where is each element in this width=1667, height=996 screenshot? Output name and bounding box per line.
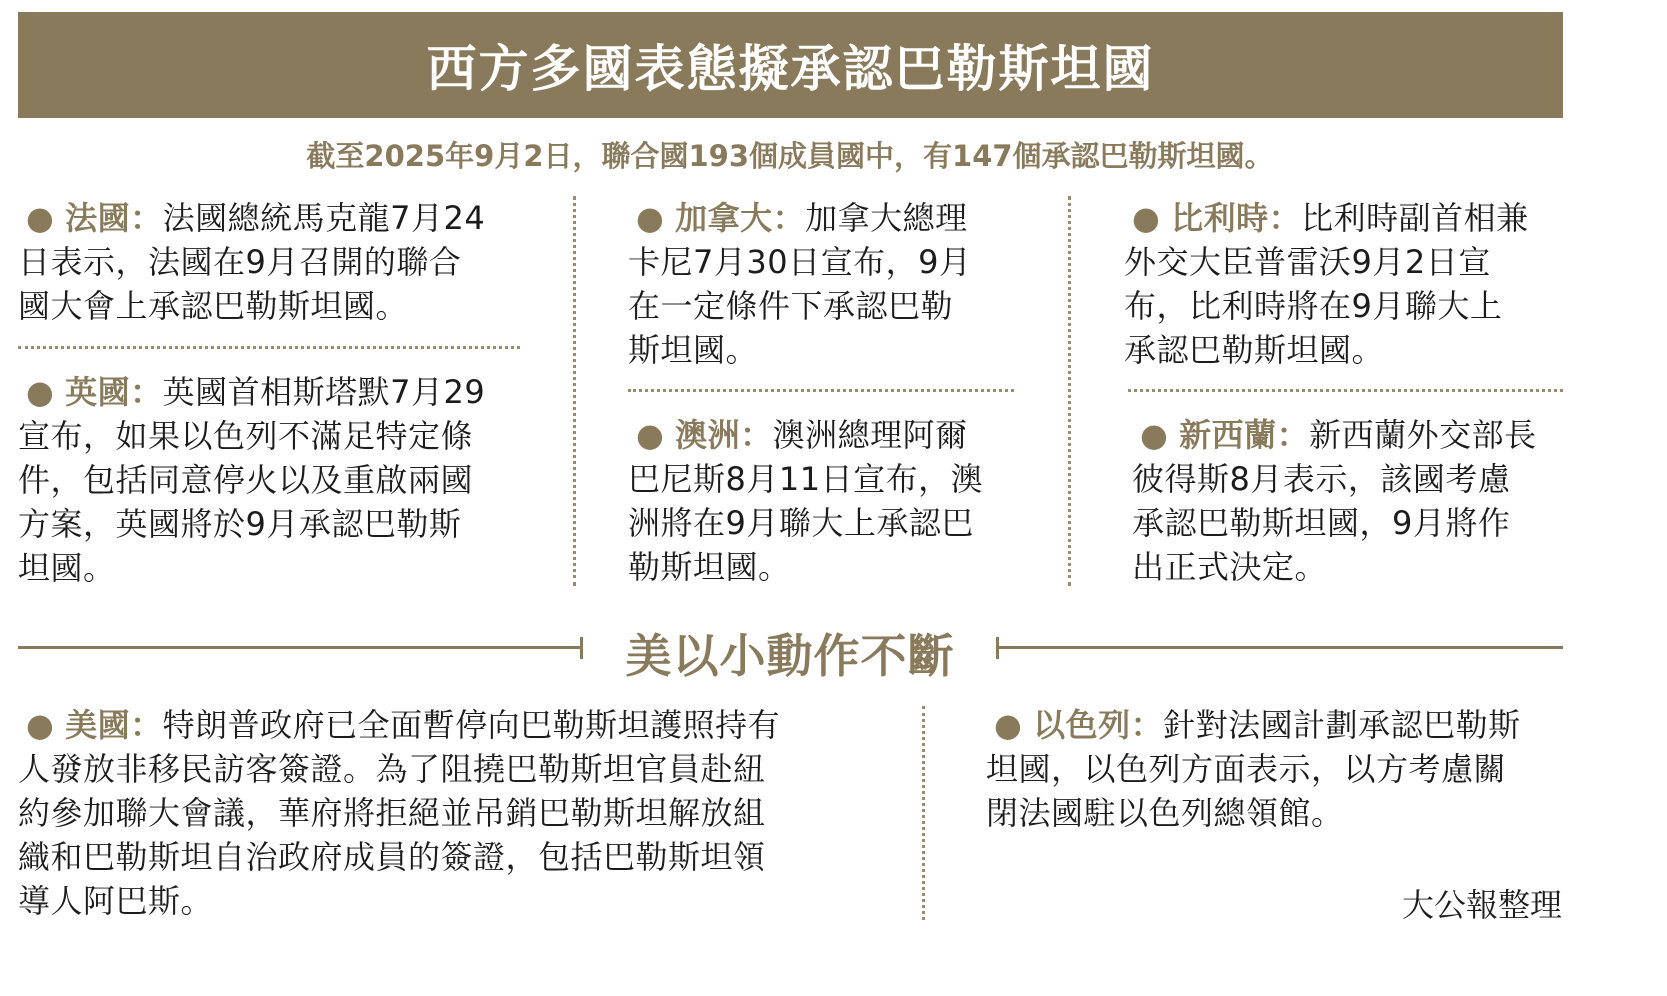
entry-line: 新西蘭外交部長 — [1309, 416, 1537, 454]
entry-line: 在一定條件下承認巴勒 — [628, 287, 954, 325]
entry-line: 勒斯坦國。 — [628, 548, 791, 586]
column-divider-1 — [573, 196, 576, 586]
entry-line: 加拿大總理 — [805, 199, 968, 237]
country-name: 新西蘭： — [1179, 416, 1310, 454]
entry-line: 約參加聯大會議，華府將拒絕並吊銷巴勒斯坦解放組 — [18, 794, 766, 832]
entry-line: 人發放非移民訪客簽證。為了阻撓巴勒斯坦官員赴紐 — [18, 750, 766, 788]
country-name: 法國： — [65, 199, 163, 237]
entry-line: 閉法國駐以色列總領館。 — [986, 794, 1344, 832]
row-divider-left — [18, 346, 520, 349]
entry-new-zealand — [1132, 413, 1537, 589]
entry-usa — [18, 703, 780, 923]
source-credit: 大公報整理 — [1401, 886, 1562, 924]
entry-uk — [18, 370, 485, 590]
entry-line: 日表示，法國在9月召開的聯合 — [18, 243, 462, 281]
entry-line: 坦國，以色列方面表示，以方考慮關 — [986, 750, 1507, 788]
section-rule-left — [18, 646, 583, 649]
entry-line: 英國首相斯塔默7月29 — [162, 373, 486, 411]
entry-line: 承認巴勒斯坦國。 — [1124, 331, 1385, 369]
entry-line: 布，比利時將在9月聯大上 — [1124, 287, 1503, 325]
entry-line: 特朗普政府已全面暫停向巴勒斯坦護照持有 — [162, 706, 781, 744]
entry-line: 澳洲總理阿爾 — [772, 416, 968, 454]
entry-line: 承認巴勒斯坦國，9月將作 — [1132, 504, 1511, 542]
entry-line: 針對法國計劃承認巴勒斯 — [1163, 706, 1521, 744]
bullet-icon: ● — [636, 416, 665, 454]
bullet-icon: ● — [26, 373, 55, 411]
entry-canada — [628, 196, 971, 372]
entry-australia — [628, 413, 983, 589]
bullet-icon: ● — [26, 199, 55, 237]
country-name: 加拿大： — [675, 199, 806, 237]
entry-line: 織和巴勒斯坦自治政府成員的簽證，包括巴勒斯坦領 — [18, 838, 766, 876]
subtitle: 截至2025年9月2日，聯合國193個成員國中，有147個承認巴勒斯坦國。 — [306, 139, 1274, 173]
entry-line: 件，包括同意停火以及重啟兩國 — [18, 461, 474, 499]
entry-line: 比利時副首相兼 — [1301, 199, 1529, 237]
bullet-icon: ● — [994, 706, 1023, 744]
country-name: 以色列： — [1033, 706, 1164, 744]
column-divider-2 — [1068, 196, 1071, 586]
row-divider-right — [1128, 389, 1563, 392]
section-rule-left-end — [580, 637, 583, 659]
entry-israel — [986, 703, 1521, 835]
country-name: 澳洲： — [675, 416, 773, 454]
entry-line: 外交大臣普雷沃9月2日宣 — [1124, 243, 1491, 281]
bullet-icon: ● — [1132, 199, 1161, 237]
title-banner — [18, 12, 1563, 118]
entry-line: 宣布，如果以色列不滿足特定條 — [18, 417, 474, 455]
bullet-icon: ● — [1140, 416, 1169, 454]
page-title: 西方多國表態擬承認巴勒斯坦國 — [426, 40, 1155, 98]
entry-france — [18, 196, 485, 328]
entry-line: 卡尼7月30日宣布，9月 — [628, 243, 972, 281]
bullet-icon: ● — [26, 706, 55, 744]
entry-belgium — [1124, 196, 1529, 372]
entry-line: 洲將在9月聯大上承認巴 — [628, 504, 974, 542]
bullet-icon: ● — [636, 199, 665, 237]
column-divider-bottom — [922, 706, 925, 920]
country-name: 英國： — [65, 373, 163, 411]
entry-line: 國大會上承認巴勒斯坦國。 — [18, 287, 409, 325]
section-rule-right — [996, 646, 1563, 649]
country-name: 比利時： — [1171, 199, 1302, 237]
entry-line: 出正式決定。 — [1132, 548, 1328, 586]
country-name: 美國： — [65, 706, 163, 744]
entry-line: 方案，英國將於9月承認巴勒斯 — [18, 505, 462, 543]
entry-line: 坦國。 — [18, 549, 116, 587]
entry-line: 巴尼斯8月11日宣布，澳 — [628, 460, 984, 498]
entry-line: 法國總統馬克龍7月24 — [162, 199, 486, 237]
row-divider-middle — [628, 389, 1014, 392]
section-heading: 美以小動作不斷 — [625, 629, 955, 683]
entry-line: 彼得斯8月表示，該國考慮 — [1132, 460, 1511, 498]
entry-line: 斯坦國。 — [628, 331, 759, 369]
entry-line: 導人阿巴斯。 — [18, 882, 214, 920]
